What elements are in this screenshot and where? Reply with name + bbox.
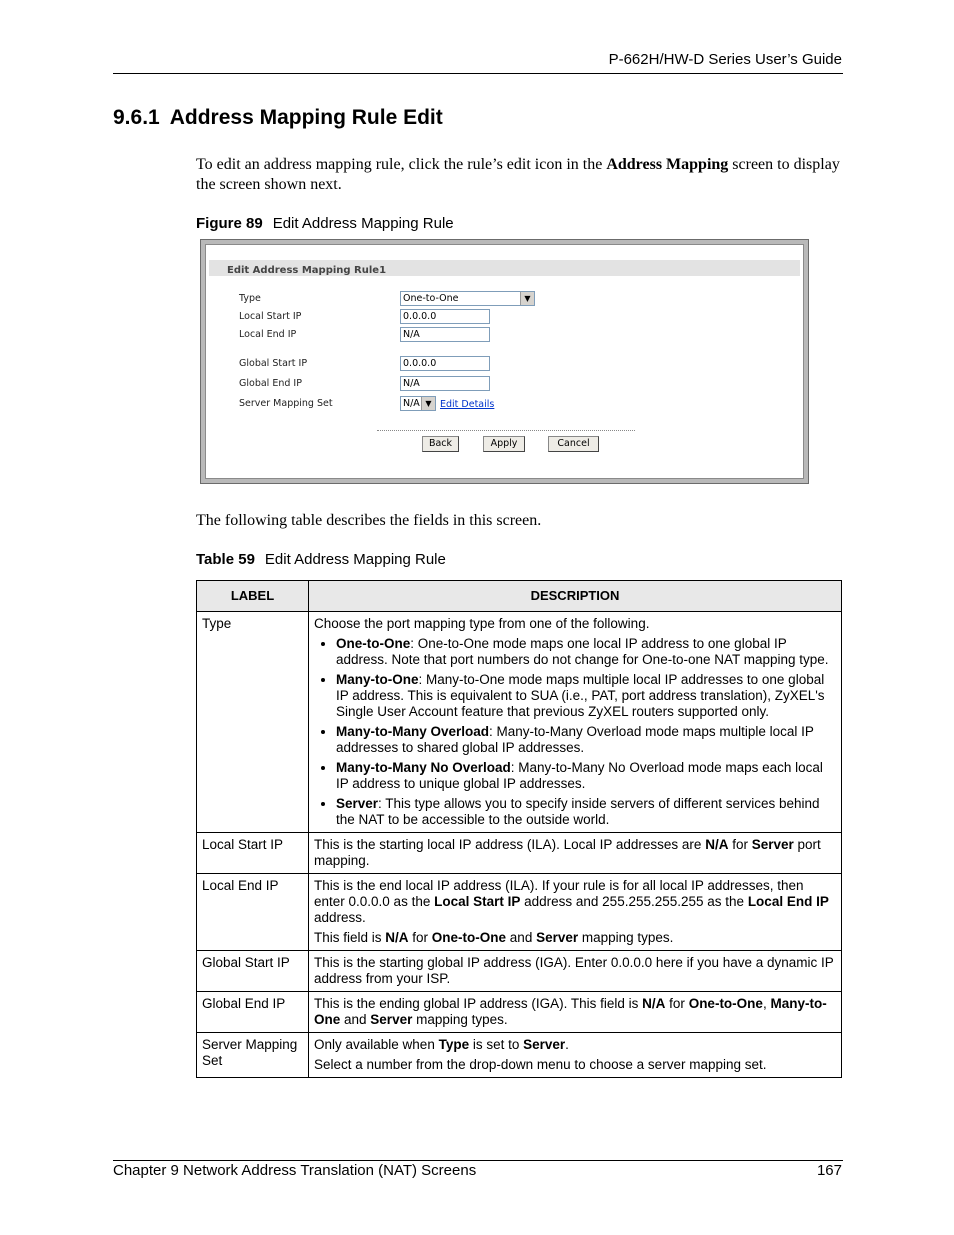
apply-button[interactable]: Apply [483, 436, 525, 452]
local-end-ip-input[interactable]: N/A [400, 327, 490, 342]
table-label: Table 59 [196, 551, 255, 568]
type-list [314, 636, 836, 828]
cancel-button[interactable]: Cancel [548, 436, 599, 452]
page-number: 167 [816, 1162, 842, 1179]
table-row [197, 951, 842, 992]
description-table [196, 580, 842, 1078]
local-start-ip-label: Local Start IP [239, 311, 302, 322]
global-start-ip-label: Global Start IP [239, 358, 308, 369]
global-end-ip-label: Global End IP [239, 378, 302, 389]
list-item: • Many-to-Many Overload: Many-to-Many Overload mode maps multiple local IP addresses to shared global IP addresses. [336, 724, 836, 756]
figure-title: Edit Address Mapping Rule [272, 215, 454, 232]
paragraph: Select a number from the drop-down menu to choose a server mapping set. [314, 1057, 767, 1072]
section-heading [113, 106, 443, 130]
intro-text: To edit an address mapping rule, click the rule’s edit icon in the [196, 156, 607, 173]
edit-rule-panel [205, 244, 804, 479]
list-item: • Many-to-Many No Overload: Many-to-Many No Overload mode maps each local IP address to unique global IP addresses. [336, 760, 836, 792]
row-label: Server Mapping Set [197, 1033, 309, 1078]
paragraph: This is the end local IP address (ILA). If your rule is for all local IP addresses, then enter 0.0.0.0 as the Local Start IP address and 255.255.255.255 as the Local End IP address. [314, 878, 829, 925]
list-item: • Many-to-One: Many-to-One mode maps multiple local IP addresses to one global IP address. This is equivalent to SUA (i.e., PAT, port address translation), ZyXEL's Single User Account feature that previous ZyXEL routers supported only. [336, 672, 836, 720]
paragraph: This field is N/A for One-to-One and Server mapping types. [314, 930, 674, 945]
row-description [309, 612, 842, 833]
global-end-ip-input[interactable]: N/A [400, 376, 490, 391]
table-title: Edit Address Mapping Rule [264, 551, 446, 568]
table-row [197, 1033, 842, 1078]
chevron-down-icon: ▼ [421, 397, 435, 410]
footer-rule [113, 1160, 843, 1161]
section-title: Address Mapping Rule Edit [169, 106, 443, 129]
col-label-header: LABEL [197, 581, 309, 612]
edit-details-link[interactable]: Edit Details [440, 399, 495, 410]
back-button[interactable]: Back [422, 436, 459, 452]
header-rule [113, 73, 843, 74]
type-select-value: One-to-One [403, 293, 459, 304]
row-description: This is the starting local IP address (ILA). Local IP addresses are N/A for Server port mapping. [309, 833, 842, 874]
figure-caption [196, 215, 454, 232]
table-row [197, 612, 842, 833]
button-divider [377, 430, 635, 431]
panel-heading: Edit Address Mapping Rule1 [227, 265, 387, 276]
row-label: Local Start IP [197, 833, 309, 874]
type-intro: Choose the port mapping type from one of the following. [314, 616, 650, 631]
table-row [197, 992, 842, 1033]
screenshot-frame [200, 239, 809, 484]
table-header-row [197, 581, 842, 612]
paragraph: Only available when Type is set to Server. [314, 1037, 569, 1052]
intro-bold: Address Mapping [606, 156, 729, 173]
intro-text-end: screen to display the screen shown next. [196, 156, 840, 193]
type-label: Type [239, 293, 261, 304]
figure-label: Figure 89 [196, 215, 263, 232]
server-mapping-set-select[interactable] [400, 396, 436, 411]
row-label: Local End IP [197, 874, 309, 951]
row-label: Type [197, 612, 309, 833]
header-title: P-662H/HW-D Series User’s Guide [608, 51, 842, 68]
local-end-ip-label: Local End IP [239, 329, 297, 340]
local-start-ip-input[interactable]: 0.0.0.0 [400, 309, 490, 324]
server-set-value: N/A [403, 398, 420, 409]
table-intro: The following table describes the fields in this screen. [196, 512, 542, 529]
row-description [309, 874, 842, 951]
table-row [197, 833, 842, 874]
table-row [197, 874, 842, 951]
list-item: • One-to-One: One-to-One mode maps one local IP address to one global IP address. Note that port numbers do not change for One-to-one NAT mapping type. [336, 636, 836, 668]
row-description: This is the starting global IP address (IGA). Enter 0.0.0.0 here if you have a dynamic IP address from your ISP. [309, 951, 842, 992]
row-label: Global End IP [197, 992, 309, 1033]
row-description: This is the ending global IP address (IGA). This field is N/A for One-to-One, Many-to-One and Server mapping types. [309, 992, 842, 1033]
row-description [309, 1033, 842, 1078]
table-caption [196, 551, 446, 568]
list-item: • Server: This type allows you to specify inside servers of different services behind the NAT to be accessible to the outside world. [336, 796, 836, 828]
footer-chapter: Chapter 9 Network Address Translation (NAT) Screens [113, 1162, 477, 1179]
type-select[interactable] [400, 291, 535, 306]
row-label: Global Start IP [197, 951, 309, 992]
col-description-header: DESCRIPTION [309, 581, 842, 612]
intro-paragraph [196, 155, 842, 195]
server-mapping-set-label: Server Mapping Set [239, 398, 333, 409]
section-number: 9.6.1 [113, 106, 160, 129]
chevron-down-icon: ▼ [520, 292, 534, 305]
global-start-ip-input[interactable]: 0.0.0.0 [400, 356, 490, 371]
